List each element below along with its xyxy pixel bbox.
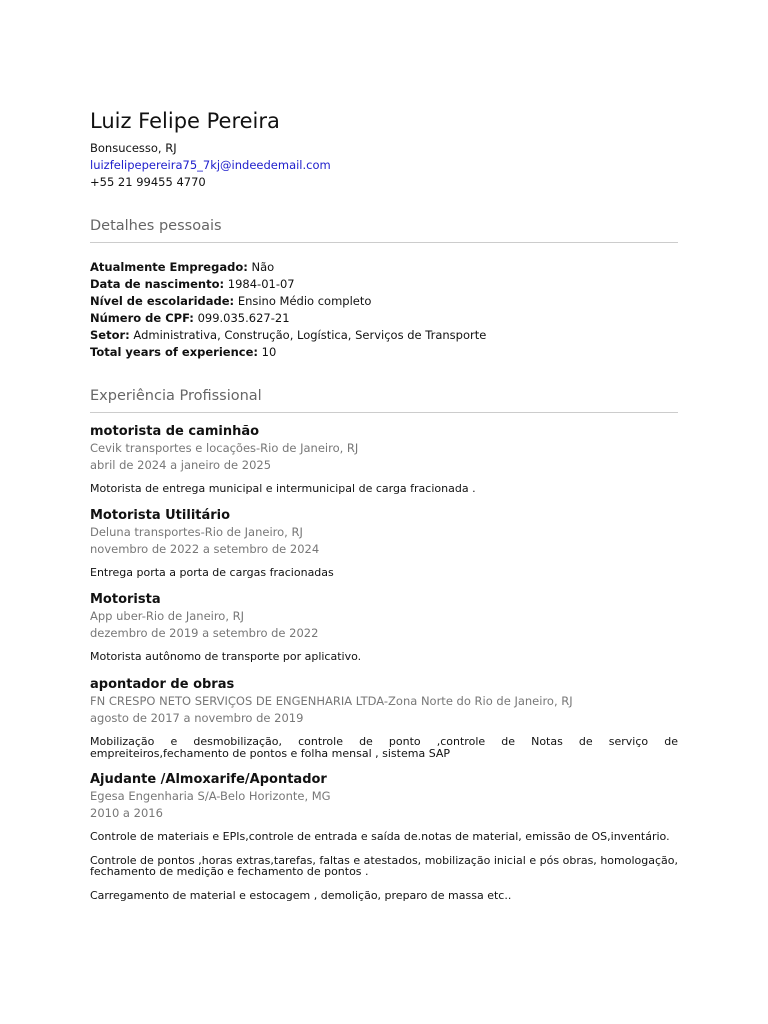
- job-title: Motorista Utilitário: [90, 508, 231, 523]
- detail-education: [90, 293, 486, 310]
- detail-label: Atualmente Empregado:: [90, 260, 248, 274]
- detail-value: 099.035.627-21: [197, 311, 290, 325]
- job-entry: [90, 423, 678, 495]
- personal-details-heading: Detalhes pessoais: [90, 216, 678, 243]
- job-title: Motorista: [90, 592, 161, 607]
- detail-sector: [90, 327, 486, 344]
- personal-details: [90, 259, 486, 361]
- job-company: FN CRESPO NETO SERVIÇOS DE ENGENHARIA LTDA-Zona Norte do Rio de Janeiro, RJ: [90, 694, 573, 708]
- job-company: Deluna transportes-Rio de Janeiro, RJ: [90, 525, 303, 539]
- job-period: abril de 2024 a janeiro de 2025: [90, 458, 272, 472]
- job-description: Entrega porta a porta de cargas fracionadas: [90, 566, 334, 579]
- detail-value: 1984-01-07: [227, 277, 295, 291]
- detail-label: Nível de escolaridade:: [90, 294, 235, 308]
- job-company: Cevik transportes e locações-Rio de Janeiro, RJ: [90, 441, 359, 455]
- detail-label: Número de CPF:: [90, 311, 194, 325]
- email-link[interactable]: luizfelipepereira75_7kj@indeedemail.com: [90, 158, 331, 172]
- location: Bonsucesso, RJ: [90, 141, 177, 155]
- detail-value: Não: [251, 260, 275, 274]
- job-description: Motorista autônomo de transporte por aplicativo.: [90, 650, 362, 663]
- phone: +55 21 99455 4770: [90, 175, 206, 189]
- job-company: App uber-Rio de Janeiro, RJ: [90, 609, 245, 623]
- job-period: agosto de 2017 a novembro de 2019: [90, 711, 304, 725]
- job-title: motorista de caminhão: [90, 424, 260, 439]
- detail-employed: [90, 259, 486, 276]
- job-description: Motorista de entrega municipal e intermunicipal de carga fracionada .: [90, 482, 476, 495]
- job-entry: [90, 507, 678, 579]
- job-entry: [90, 771, 678, 901]
- job-period: 2010 a 2016: [90, 806, 163, 820]
- detail-label: Setor:: [90, 328, 130, 342]
- job-entry: [90, 676, 678, 759]
- job-entry: [90, 591, 678, 663]
- detail-label: Data de nascimento:: [90, 277, 225, 291]
- job-description: Controle de materiais e EPIs,controle de entrada e saída de.notas de material, emissão de OS,inventário.: [90, 830, 670, 843]
- detail-years: [90, 344, 486, 361]
- detail-value: Ensino Médio completo: [237, 294, 372, 308]
- experience-heading: Experiência Profissional: [90, 386, 678, 413]
- detail-label: Total years of experience:: [90, 345, 258, 359]
- contact-info: [90, 140, 331, 191]
- job-description: Carregamento de material e estocagem , demolição, preparo de massa etc..: [90, 888, 512, 902]
- detail-value: Administrativa, Construção, Logística, Serviços de Transporte: [133, 328, 487, 342]
- job-company: Egesa Engenharia S/A-Belo Horizonte, MG: [90, 789, 331, 803]
- detail-value: 10: [261, 345, 277, 359]
- job-title: apontador de obras: [90, 677, 235, 692]
- job-description: Mobilização e desmobilização, controle de ponto ,controle de Notas de serviço de empreiteiros,fechamento de pontos e folha mensal , sistema SAP: [90, 735, 678, 760]
- job-period: novembro de 2022 a setembro de 2024: [90, 542, 320, 556]
- detail-cpf: [90, 310, 486, 327]
- job-title: Ajudante /Almoxarife/Apontador: [90, 772, 327, 787]
- job-description: Controle de pontos ,horas extras,tarefas, faltas e atestados, mobilização inicial e pós obras, homologação, fechamento de medição e fechamento de pontos .: [90, 853, 678, 878]
- detail-birthdate: [90, 276, 486, 293]
- candidate-name: Luiz Felipe Pereira: [90, 109, 280, 133]
- job-period: dezembro de 2019 a setembro de 2022: [90, 626, 319, 640]
